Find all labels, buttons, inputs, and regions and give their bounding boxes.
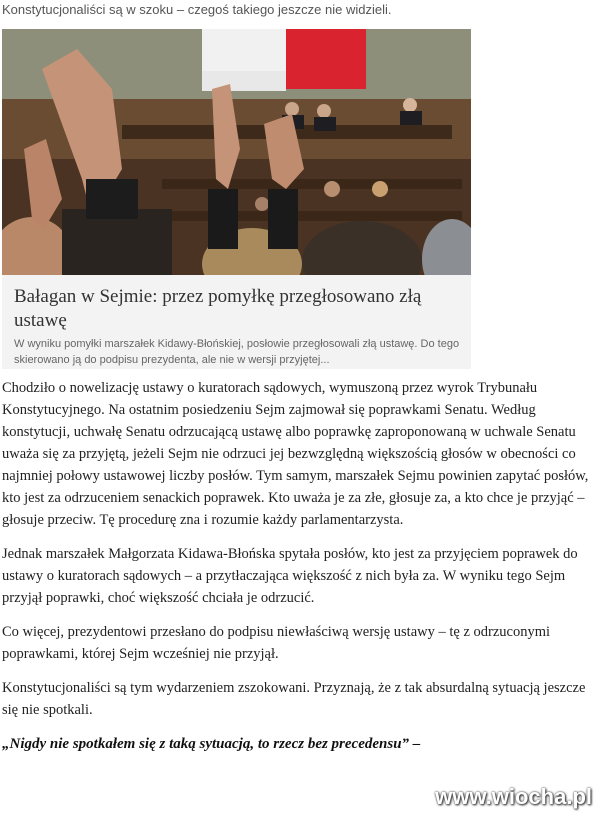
card-title[interactable]: Bałagan w Sejmie: przez pomyłkę przegłosowano złą ustawę (14, 286, 422, 331)
article-paragraph: Jednak marszałek Małgorzata Kidawa-Błońska spytała posłów, kto jest za przyjęciem poprawek do ustawy o kuratorach sądowych – a przytłaczająca większość z nich była za. W wyniku tego Sejm przyjął poprawki, choć większość chciała je odrzucić. (2, 546, 578, 606)
article-quote: „Nigdy nie spotkałem się z taką sytuacją, to rzecz bez precedensu” – (2, 736, 421, 752)
article-body (2, 377, 594, 755)
sejm-voting-photo (2, 29, 471, 275)
article-paragraph: Co więcej, prezydentowi przesłano do podpisu niewłaściwą wersję ustawy – tę z odrzuconymi poprawkami, której Sejm wcześniej nie przyjął. (2, 624, 551, 662)
site-watermark: www.wiocha.pl (435, 784, 592, 809)
card-description: W wyniku pomyłki marszałek Kidawy-Błońskiej, posłowie przegłosowali złą ustawę. Do tego skierowano ją do podpisu prezydenta, ale nie w wersji przyjętej... (14, 338, 460, 366)
top-caption: Konstytucjonaliści są w szoku – czegoś takiego jeszcze nie widzieli. (2, 2, 392, 17)
article-preview-card[interactable] (2, 29, 471, 369)
article-paragraph: Konstytucjonaliści są tym wydarzeniem zszokowani. Przyznają, że z tak absurdalną sytuacją jeszcze się nie spotkali. (2, 680, 586, 718)
article-paragraph: Chodziło o nowelizację ustawy o kuratorach sądowych, wymuszoną przez wyrok Trybunału Konstytucyjnego. Na ostatnim posiedzeniu Sejm zajmował się poprawkami Senatu. Według konstytucji, uchwałę Senatu odrzucającą ustawę albo poprawkę zaproponowaną w uchwale Senatu uważa się za przyjętą, jeżeli Sejm nie odrzuci jej bezwzględną większością głosów w obecności co najmniej połowy ustawowej liczby posłów. Tym samym, marszałek Sejmu powinien zapytać posłów, kto jest za odrzuceniem senackich poprawek. Kto uważa je za złe, głosuje za, a kto chce je przyjąć – głosuje przeciw. Tę procedurę zna i rozumie każdy parlamentarzysta. (2, 380, 589, 528)
